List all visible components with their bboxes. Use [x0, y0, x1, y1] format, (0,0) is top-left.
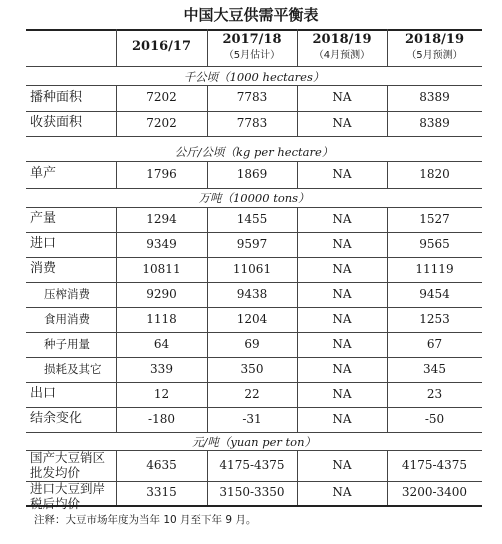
table-cell: 9597 — [236, 236, 268, 251]
unit-label-volume: 万吨（10000 tons） — [198, 191, 310, 205]
table-cell: NA — [332, 485, 352, 500]
table-cell: 1455 — [236, 211, 268, 226]
table-cell: NA — [332, 336, 352, 351]
column-year: 2017/18 — [222, 32, 282, 48]
row-label: 单产 — [30, 166, 57, 182]
table-cell: 7202 — [146, 90, 177, 105]
table-cell: 7783 — [236, 90, 268, 105]
table-cell: -31 — [242, 411, 262, 426]
row-label — [26, 450, 116, 481]
table-cell: NA — [332, 386, 352, 401]
column-header — [116, 29, 207, 66]
table-cell: 11061 — [232, 261, 272, 276]
table-cell: 1118 — [146, 311, 177, 326]
row-label: 损耗及其它 — [44, 361, 102, 376]
row-label-line: 进口大豆到岸 — [30, 481, 106, 496]
table-cell: 4175-4375 — [219, 457, 285, 472]
table-cell: 1869 — [236, 166, 268, 181]
column-year: 2018/19 — [312, 32, 372, 48]
table-cell: NA — [332, 457, 352, 472]
table-cell: 9290 — [146, 286, 177, 301]
table-cell: 3200-3400 — [401, 485, 468, 500]
row-label: 进口 — [30, 236, 57, 252]
row-label: 压榨消费 — [44, 286, 90, 301]
table-cell: NA — [332, 166, 352, 181]
column-year: 2018/19 — [404, 32, 465, 48]
table-cell: 7202 — [146, 115, 177, 130]
table-cell: 1527 — [419, 211, 450, 226]
table-cell: NA — [332, 211, 352, 226]
table-cell: 10811 — [142, 261, 181, 276]
table-cell: 64 — [153, 336, 170, 351]
row-label-line: 批发均价 — [30, 465, 81, 480]
table-cell: 69 — [244, 336, 260, 351]
row-label: 产量 — [30, 211, 57, 227]
table-cell: -50 — [424, 411, 445, 426]
table-cell: 350 — [240, 361, 264, 376]
unit-label-price: 元/吨（yuan per ton） — [192, 435, 316, 449]
rule — [26, 188, 482, 189]
table-title: 中国大豆供需平衡表 — [183, 6, 319, 24]
row-label: 食用消费 — [44, 311, 90, 326]
column-note: （5月估计） — [223, 50, 281, 62]
row-label: 播种面积 — [30, 89, 83, 105]
table-cell: 4635 — [146, 457, 177, 472]
column-year: 2016/17 — [131, 39, 192, 55]
rule-bottom — [26, 505, 482, 507]
row-label: 出口 — [30, 386, 57, 402]
table-cell: 7783 — [236, 115, 268, 130]
table-cell: NA — [332, 236, 352, 251]
table-cell: 9438 — [236, 286, 268, 301]
unit-label-yield: 公斤/公顷（kg per hectare） — [174, 145, 334, 159]
table-cell: NA — [332, 411, 352, 426]
table-cell: NA — [332, 115, 352, 130]
supply-demand-table — [26, 29, 482, 511]
footnote: 注释：大豆市场年度为当年 10 月至下年 9 月。 — [34, 514, 257, 526]
table-cell: NA — [332, 261, 352, 276]
row-label-line: 国产大豆销区 — [30, 450, 106, 465]
row-label-line: 税后均价 — [30, 496, 81, 511]
table-cell: 9349 — [146, 236, 177, 251]
rule — [26, 66, 482, 67]
row-label: 收获面积 — [30, 115, 83, 131]
table-cell: NA — [332, 311, 352, 326]
table-cell: 1820 — [419, 166, 450, 181]
row-label: 消费 — [30, 261, 57, 277]
table-cell: -180 — [148, 411, 175, 426]
rule — [26, 136, 482, 137]
table-cell: 12 — [153, 386, 170, 401]
table-cell: NA — [332, 361, 352, 376]
table-cell: 22 — [244, 386, 260, 401]
table-cell: 339 — [150, 361, 173, 376]
table-cell: NA — [332, 90, 352, 105]
column-header — [297, 29, 387, 66]
table-cell: 8389 — [419, 115, 450, 130]
table-cell: 11119 — [415, 261, 454, 276]
table-cell: 67 — [426, 336, 443, 351]
table-cell: 1294 — [146, 211, 177, 226]
table-cell: 3315 — [146, 485, 177, 500]
unit-label-area: 千公顷（1000 hectares） — [183, 70, 325, 84]
column-note: （4月预测） — [313, 50, 371, 62]
rule — [26, 432, 482, 433]
table-cell: 9454 — [419, 286, 450, 301]
column-header — [387, 29, 482, 66]
table-cell: 1253 — [419, 311, 450, 326]
table-cell: 4175-4375 — [401, 457, 468, 472]
row-label: 种子用量 — [44, 336, 90, 351]
table-cell: 8389 — [419, 90, 450, 105]
table-cell: 3150-3350 — [219, 485, 285, 500]
column-header — [207, 29, 297, 66]
table-cell: 345 — [423, 361, 446, 376]
table-cell: 1204 — [236, 311, 268, 326]
table-cell: NA — [332, 286, 352, 301]
column-note: （5月预测） — [406, 50, 463, 62]
row-label — [26, 481, 116, 511]
row-label: 结余变化 — [30, 411, 83, 427]
table-cell: 23 — [426, 386, 443, 401]
table-cell: 1796 — [146, 166, 177, 181]
table-cell: 9565 — [419, 236, 450, 251]
